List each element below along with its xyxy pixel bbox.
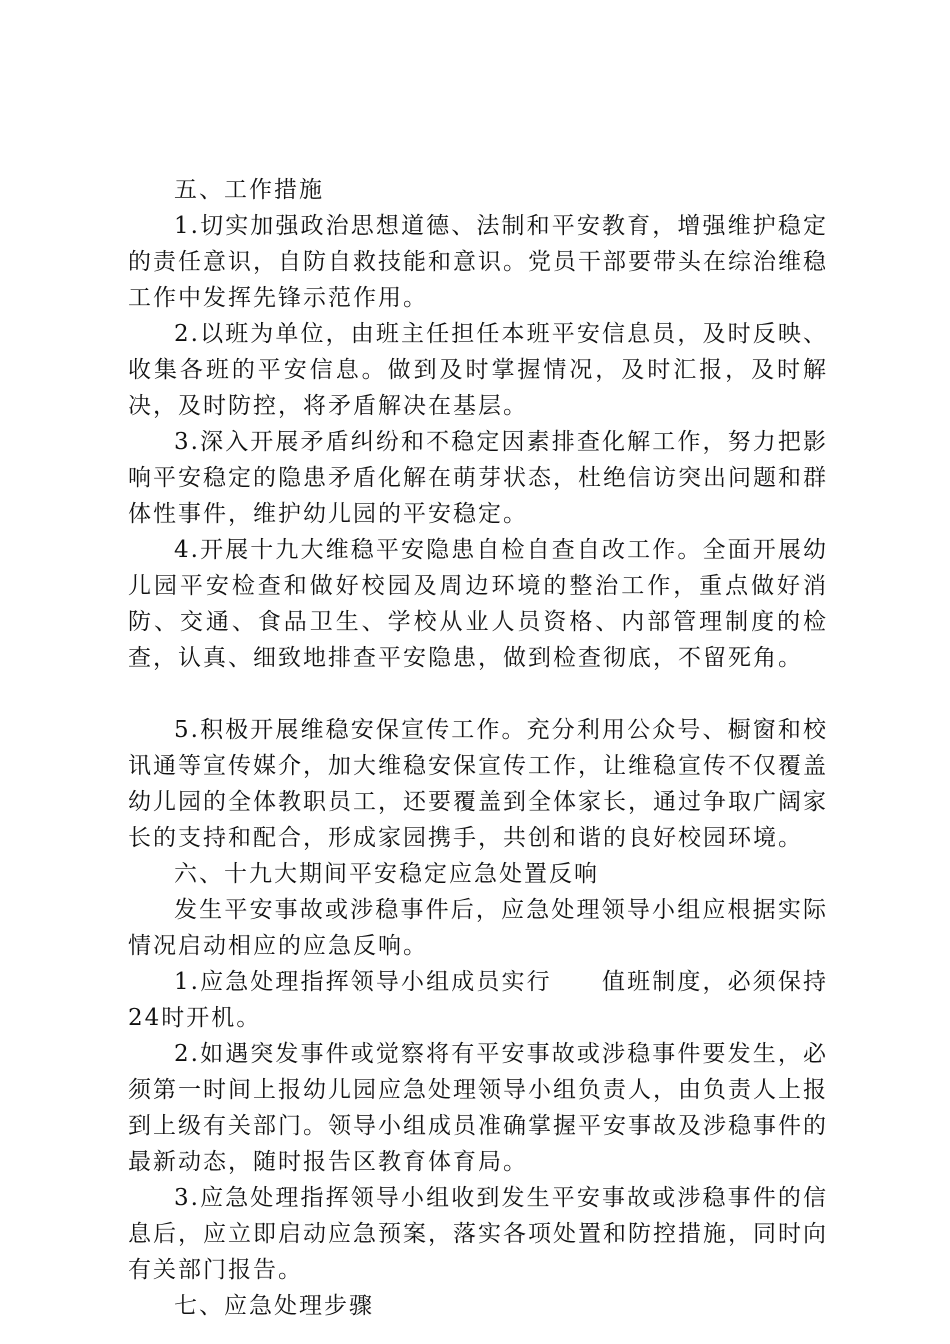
paragraph-measure-2: 2.以班为单位，由班主任担任本班平安信息员，及时反映、收集各班的平安信息。做到及时掌握情况，及时汇报，及时解决，及时防控，将矛盾解决在基层。 [128, 321, 828, 419]
paragraph-measure-1: 1.切实加强政治思想道德、法制和平安教育，增强维护稳定的责任意识，自防自救技能和意识。党员干部要带头在综治维稳工作中发挥先锋示范作用。 [128, 213, 828, 311]
paragraph-emergency-3: 3.应急处理指挥领导小组收到发生平安事故或涉稳事件的信息后，应立即启动应急预案，落实各项处置和防控措施，同时向有关部门报告。 [128, 1185, 828, 1283]
paragraph-emergency-1: 1.应急处理指挥领导小组成员实行 值班制度，必须保持24时开机。 [128, 969, 828, 1031]
paragraph-emergency-2: 2.如遇突发事件或觉察将有平安事故或涉稳事件要发生，必须第一时间上报幼儿园应急处理领导小组负责人，由负责人上报到上级有关部门。领导小组成员准确掌握平安事故及涉稳事件的最新动态，随时报告区教育体育局。 [128, 1041, 828, 1175]
section-heading-emergency-steps: 七、应急处理步骤 [174, 1293, 374, 1319]
section-heading-work-measures: 五、工作措施 [174, 177, 324, 203]
section-heading-emergency-response: 六、十九大期间平安稳定应急处置反响 [174, 861, 599, 887]
paragraph-measure-4: 4.开展十九大维稳平安隐患自检自查自改工作。全面开展幼儿园平安检查和做好校园及周边环境的整治工作，重点做好消防、交通、食品卫生、学校从业人员资格、内部管理制度的检查，认真、细致地排查平安隐患，做到检查彻底，不留死角。 [128, 537, 828, 671]
paragraph-measure-5: 5.积极开展维稳安保宣传工作。充分利用公众号、橱窗和校讯通等宣传媒介，加大维稳安保宣传工作，让维稳宣传不仅覆盖幼儿园的全体教职员工，还要覆盖到全体家长，通过争取广阔家长的支持和配合，形成家园携手，共创和谐的良好校园环境。 [128, 717, 828, 851]
paragraph-emergency-intro: 发生平安事故或涉稳事件后，应急处理领导小组应根据实际情况启动相应的应急反响。 [128, 897, 828, 959]
document-body [128, 172, 828, 1324]
paragraph-measure-3: 3.深入开展矛盾纠纷和不稳定因素排查化解工作，努力把影响平安稳定的隐患矛盾化解在萌芽状态，杜绝信访突出问题和群体性事件，维护幼儿园的平安稳定。 [128, 429, 828, 527]
